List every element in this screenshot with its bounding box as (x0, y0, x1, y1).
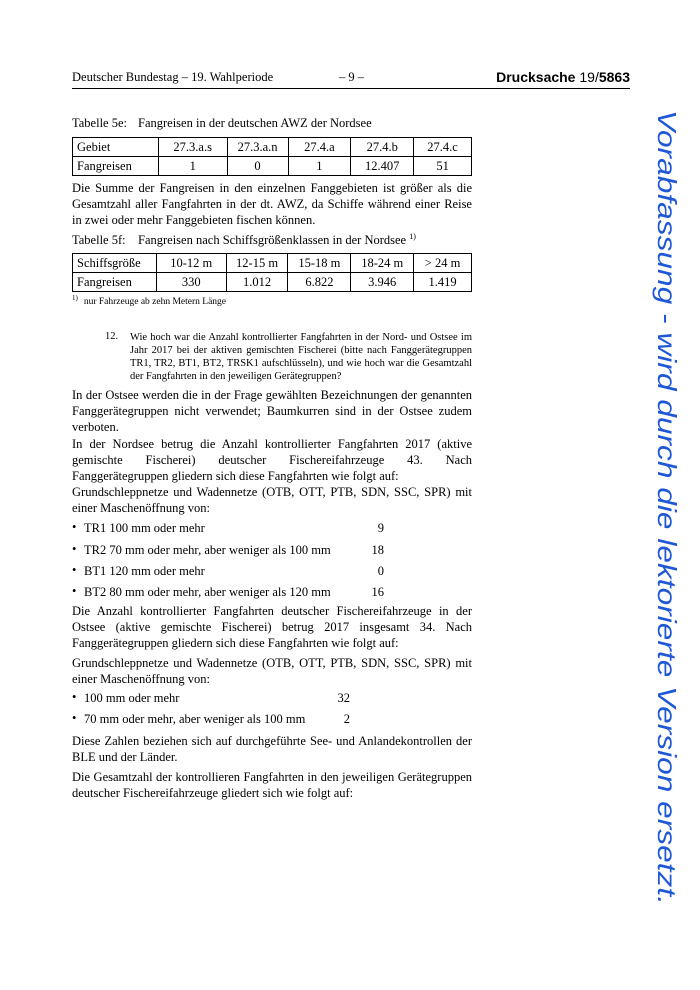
header-left: Deutscher Bundestag – 19. Wahlperiode (72, 70, 274, 84)
list-item (72, 564, 392, 580)
bullet-icon: • (72, 542, 77, 556)
bullet-icon: • (72, 584, 77, 598)
table5f-cell: 3.946 (351, 273, 414, 292)
table5e-caption-text: Fangreisen in der deutschen AWZ der Nordsee (138, 116, 372, 130)
list-item (72, 691, 362, 707)
table5e-cell: 12.407 (351, 157, 414, 176)
paragraph-gear-summary: Die Gesamtzahl der kontrollieren Fangfahrten in den jeweiligen Gerätegruppen deutscher Fischereifahrzeuge gliedert sich wie folgt auf: (72, 770, 472, 800)
table5f-cell: 1.419 (414, 273, 472, 292)
table5e-header-cell: 27.3.a.s (158, 138, 227, 157)
header-doc-label: Drucksache (496, 69, 576, 85)
question-text: Wie hoch war die Anzahl kontrollierter Fangfahrten in der Nord- und Ostsee im Jahr 2017 bei der aktiven gemischten Fischerei (bitte nach Fanggerätegruppen TR1, TR2, BT1, BT2, TRSK1 aufschlüsseln), und wie hoch war die Gesamtzahl der Fangfahrten in den jeweiligen Gerätegruppen? (130, 332, 472, 382)
table5e-caption (72, 116, 372, 131)
paragraph-fangreisen-note: Die Summe der Fangreisen in den einzelnen Fanggebieten ist größer als die Gesamtzahl aller Fangfahrten in der dt. AWZ, da Schiffe während einer Reise in zwei oder mehr Fanggebieten fischen können. (72, 181, 472, 227)
list-item (72, 543, 392, 559)
list-item-label: BT2 80 mm oder mehr, aber weniger als 120 mm (84, 585, 331, 599)
table5f-header-cell: 10-12 m (156, 254, 226, 273)
page-header (72, 70, 630, 90)
table5f-header-row (73, 254, 472, 273)
header-rule (72, 88, 630, 89)
table5f-caption-note: 1) (409, 232, 416, 241)
list-item-label: 70 mm oder mehr, aber weniger als 100 mm (84, 712, 306, 726)
table5f-header-cell: > 24 m (414, 254, 472, 273)
header-doc-number-bold: 5863 (598, 69, 630, 85)
paragraph-nordsee-gear: Grundschleppnetze und Wadennetze (OTB, OTT, PTB, SDN, SSC, SPR) mit einer Maschenöffnung von: (72, 485, 472, 515)
list-item-label: TR2 70 mm oder mehr, aber weniger als 100 mm (84, 543, 331, 557)
table5f-cell: Fangreisen (73, 273, 157, 292)
header-doc-number-plain: 19/ (579, 69, 599, 85)
table5f-cell: 6.822 (288, 273, 351, 292)
list-item-label: 100 mm oder mehr (84, 691, 180, 705)
question-number: 12. (105, 331, 119, 342)
table5e-header-cell: 27.4.c (414, 138, 472, 157)
table5f-cell: 1.012 (226, 273, 288, 292)
header-document-id (496, 69, 630, 85)
list-item (72, 521, 392, 537)
table5e-header-cell: 27.4.b (351, 138, 414, 157)
table5f-caption (72, 232, 416, 248)
table5e-cell: Fangreisen (73, 157, 159, 176)
table5e-header-cell: Gebiet (73, 138, 159, 157)
table5e-header-cell: 27.3.a.n (227, 138, 288, 157)
table5e-data-row (73, 157, 472, 176)
header-page-number: – 9 – (339, 70, 364, 84)
table5f-caption-label: Tabelle 5f: (72, 233, 126, 248)
table5f-caption-text: Fangreisen nach Schiffsgrößenklassen in der Nordsee (138, 233, 407, 248)
table5f-header-cell: 12-15 m (226, 254, 288, 273)
table-5f (72, 253, 472, 292)
list-item-label: BT1 120 mm oder mehr (84, 564, 205, 578)
bullet-icon: • (72, 563, 77, 577)
table5e-cell: 0 (227, 157, 288, 176)
list-item-value: 2 (343, 712, 350, 726)
list-item-value: 9 (377, 521, 384, 535)
list-item-value: 18 (371, 543, 384, 557)
table5e-cell: 1 (288, 157, 351, 176)
list-item (72, 712, 362, 728)
bullet-icon: • (72, 520, 77, 534)
table5e-cell: 1 (158, 157, 227, 176)
paragraph-controls-note: Diese Zahlen beziehen sich auf durchgeführte See- und Anlandekontrollen der BLE und der Länder. (72, 734, 472, 764)
table5f-data-row (73, 273, 472, 292)
table5e-cell: 51 (414, 157, 472, 176)
list-item-value: 32 (337, 691, 350, 705)
paragraph-ostsee-gear: Grundschleppnetze und Wadennetze (OTB, OTT, PTB, SDN, SSC, SPR) mit einer Maschenöffnung von: (72, 656, 472, 686)
paragraph-ostsee-total: Die Anzahl kontrollierter Fangfahrten deutscher Fischereifahrzeuge in der Ostsee (aktive gemischte Fischerei) betrug 2017 insgesamt 34. Nach Fanggerätegruppen gliedern sich diese Fangfahrten wie folgt auf: (72, 604, 472, 650)
list-item (72, 585, 392, 601)
list-item-value: 0 (377, 564, 384, 578)
table5f-cell: 330 (156, 273, 226, 292)
draft-watermark (647, 110, 687, 910)
table5e-caption-label: Tabelle 5e: (72, 116, 127, 130)
table-5e (72, 137, 472, 176)
table5f-header-cell: 15-18 m (288, 254, 351, 273)
footnote-mark: 1) (72, 294, 78, 302)
paragraph-ostsee-note: In der Ostsee werden die in der Frage gewählten Bezeichnungen der genannten Fanggerätegruppen nicht verwendet; Baumkurren sind in der Ostsee zudem verboten. (72, 388, 472, 434)
table5f-header-cell: Schiffsgröße (73, 254, 157, 273)
paragraph-nordsee-total: In der Nordsee betrug die Anzahl kontrollierter Fangfahrten 2017 (aktive gemischte Fischerei) deutscher Fischereifahrzeuge 43. Nach Fanggerätegruppen gliedern sich diese Fangfahrten wie folgt auf: (72, 437, 472, 483)
bullet-icon: • (72, 690, 77, 704)
footnote-text: nur Fahrzeuge ab zehn Metern Länge (83, 297, 227, 308)
table5e-header-row (73, 138, 472, 157)
bullet-icon: • (72, 711, 77, 725)
watermark-text: Vorabfassung - wird durch die lektorierte Version ersetzt. (652, 110, 682, 763)
table5e-header-cell: 27.4.a (288, 138, 351, 157)
table5f-footnote (72, 294, 226, 307)
list-item-label: TR1 100 mm oder mehr (84, 521, 205, 535)
list-item-value: 16 (371, 585, 384, 599)
table5f-header-cell: 18-24 m (351, 254, 414, 273)
